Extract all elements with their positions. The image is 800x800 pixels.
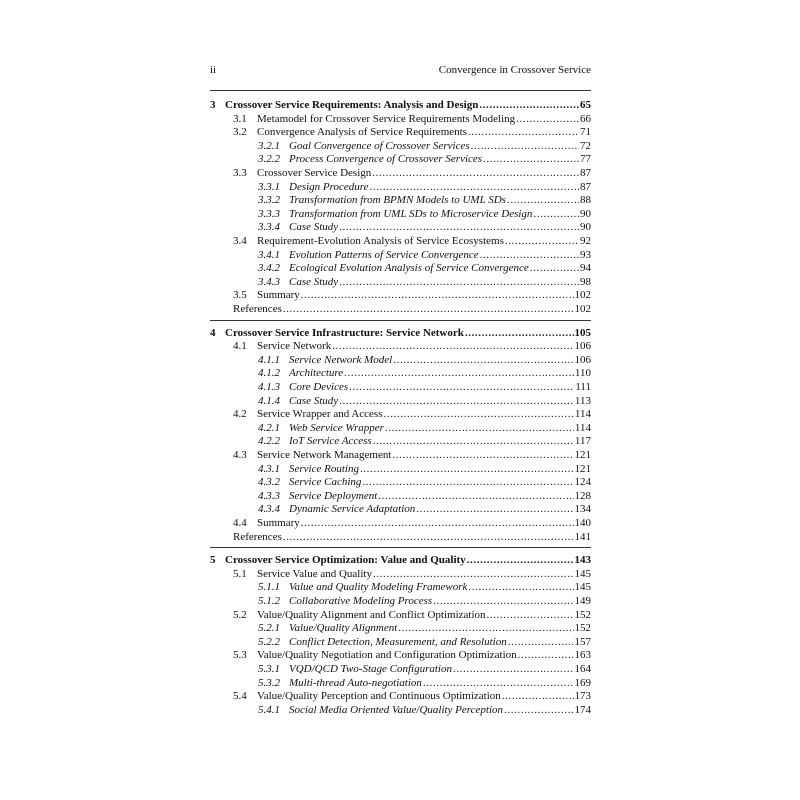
toc-entry-title: References bbox=[233, 530, 282, 543]
toc-page-number: 94 bbox=[580, 262, 591, 275]
toc-page-number: 105 bbox=[574, 326, 591, 339]
toc-subsection-row bbox=[258, 394, 591, 408]
toc-subsection-row bbox=[258, 353, 591, 367]
toc-entry-title: Value/Quality Perception and Continuous Optimization bbox=[257, 690, 501, 703]
toc-page-number: 152 bbox=[574, 622, 591, 635]
toc-chapter-row bbox=[210, 98, 591, 112]
header-running-title: Convergence in Crossover Service bbox=[438, 64, 591, 76]
toc-entry-number: 3.4.3 bbox=[258, 275, 280, 288]
toc-entry-title: Service Deployment bbox=[289, 489, 378, 502]
toc-page-number: 98 bbox=[580, 275, 591, 288]
toc-entry-number: 3.3.1 bbox=[258, 180, 280, 193]
toc-leader-dots bbox=[483, 152, 579, 166]
toc-entry-title: Dynamic Service Adaptation bbox=[289, 503, 416, 516]
toc-entry-title: Web Service Wrapper bbox=[289, 421, 384, 434]
toc-page-number: 173 bbox=[574, 690, 591, 703]
toc-page-number: 114 bbox=[574, 408, 591, 421]
toc-entry-number: 4.4 bbox=[233, 517, 247, 529]
toc-page-number: 110 bbox=[574, 367, 591, 380]
toc-section-row bbox=[233, 689, 591, 703]
toc-page-number: 140 bbox=[574, 517, 591, 529]
toc-subsection-row bbox=[258, 180, 591, 194]
toc-subsection-row bbox=[258, 489, 591, 503]
toc-entry-number: 3 bbox=[210, 99, 216, 111]
toc-references-row bbox=[233, 302, 591, 316]
toc-subsection-row bbox=[258, 635, 591, 649]
toc-entry-title: Value/Quality Alignment bbox=[289, 622, 398, 635]
toc-entry-number: 4.1 bbox=[233, 340, 247, 353]
toc-leader-dots bbox=[468, 580, 573, 594]
toc-entry-title: Service Caching bbox=[289, 476, 362, 489]
toc-entry-number: 5.2 bbox=[233, 608, 247, 621]
toc-entry-title: Requirement-Evolution Analysis of Service Ecosystems bbox=[257, 235, 504, 247]
toc-subsection-row bbox=[258, 366, 591, 380]
toc-entry-title: Crossover Service Optimization: Value and Quality bbox=[225, 554, 466, 567]
toc-leader-dots bbox=[373, 434, 574, 448]
toc-entry-number: 5.3.2 bbox=[258, 676, 280, 689]
toc-chapter-row bbox=[210, 553, 591, 567]
toc-page-number: 157 bbox=[574, 635, 591, 648]
toc-leader-dots bbox=[283, 530, 574, 544]
toc-leader-dots bbox=[362, 475, 573, 489]
toc-entry-number: 3.3.2 bbox=[258, 194, 280, 207]
toc-leader-dots bbox=[471, 139, 579, 153]
toc-subsection-row bbox=[258, 193, 591, 207]
toc-page-number: 66 bbox=[580, 112, 591, 125]
toc-chapter-row bbox=[210, 326, 591, 340]
toc-entry-number: 5.3 bbox=[233, 649, 247, 662]
toc-page-number: 141 bbox=[574, 530, 591, 543]
toc-subsection-row bbox=[258, 475, 591, 489]
toc-entry-number: 4.3.4 bbox=[258, 503, 280, 516]
chapter-separator-rule bbox=[210, 320, 591, 321]
toc-page-number: 145 bbox=[574, 581, 591, 594]
toc-leader-dots bbox=[465, 326, 574, 340]
toc-entry-number: 5.4.1 bbox=[258, 703, 280, 716]
toc-page-number: 106 bbox=[574, 340, 591, 353]
toc-entry-number: 5.3.1 bbox=[258, 663, 280, 675]
toc-page-number: 163 bbox=[574, 649, 591, 662]
toc-entry-number: 4.1.2 bbox=[258, 367, 280, 380]
toc-section-row bbox=[233, 125, 591, 139]
toc-entry-number: 4.1.4 bbox=[258, 394, 280, 407]
toc-entry-number: 4.2.1 bbox=[258, 421, 280, 434]
toc-entry-number: 4.1.3 bbox=[258, 381, 280, 393]
toc-entry-title: Service Network bbox=[257, 340, 332, 353]
toc-entry-title: Crossover Service Requirements: Analysis and Design bbox=[225, 99, 479, 111]
toc-section-row bbox=[233, 448, 591, 462]
toc-section-row bbox=[233, 648, 591, 662]
toc-subsection-row bbox=[258, 139, 591, 153]
toc-subsection-row bbox=[258, 152, 591, 166]
toc-leader-dots bbox=[479, 98, 579, 112]
toc-entry-number: 4.2 bbox=[233, 408, 247, 421]
toc-entry-number: 3.5 bbox=[233, 289, 247, 302]
toc-leader-dots bbox=[370, 180, 579, 194]
toc-leader-dots bbox=[423, 676, 574, 690]
toc-page-number: 106 bbox=[574, 353, 591, 366]
toc-leader-dots bbox=[505, 234, 579, 248]
toc-page-number: 87 bbox=[580, 180, 591, 193]
toc-page-number: 164 bbox=[574, 663, 591, 675]
toc-page-number: 124 bbox=[574, 476, 591, 489]
toc-page-number: 87 bbox=[580, 167, 591, 179]
toc-page-number: 90 bbox=[580, 207, 591, 220]
toc-entry-number: 5.2.2 bbox=[258, 635, 280, 648]
toc-entry-number: 4.3.3 bbox=[258, 489, 280, 502]
toc-page-number: 143 bbox=[574, 554, 591, 567]
toc-page-number: 121 bbox=[574, 462, 591, 475]
toc-leader-dots bbox=[530, 261, 579, 275]
toc-leader-dots bbox=[339, 220, 579, 234]
toc-leader-dots bbox=[385, 421, 574, 435]
toc-entry-title: VQD/QCD Two-Stage Configuration bbox=[289, 663, 452, 675]
toc-subsection-row bbox=[258, 220, 591, 234]
toc-page-number: 145 bbox=[574, 567, 591, 580]
toc-subsection-row bbox=[258, 676, 591, 690]
toc-leader-dots bbox=[507, 193, 579, 207]
toc-entry-title: Architecture bbox=[289, 367, 344, 380]
toc-page-number: 128 bbox=[574, 489, 591, 502]
toc-entry-title: Process Convergence of Crossover Services bbox=[289, 153, 483, 166]
toc-entry-number: 4.3.2 bbox=[258, 476, 280, 489]
toc-leader-dots bbox=[433, 594, 573, 608]
toc-leader-dots bbox=[487, 608, 574, 622]
toc-entry-number: 5.1.2 bbox=[258, 595, 280, 607]
toc-page-number: 90 bbox=[580, 221, 591, 234]
toc-page-number: 88 bbox=[580, 194, 591, 207]
toc-entry-title: Multi-thread Auto-negotiation bbox=[289, 676, 422, 689]
toc-page-number: 92 bbox=[580, 235, 591, 247]
toc-subsection-row bbox=[258, 662, 591, 676]
toc-page-number: 113 bbox=[574, 394, 591, 407]
toc-entry-number: 3.1 bbox=[233, 112, 247, 125]
toc-leader-dots bbox=[533, 207, 579, 221]
toc-section-row bbox=[233, 166, 591, 180]
toc-leader-dots bbox=[360, 462, 574, 476]
toc-leader-dots bbox=[349, 380, 574, 394]
toc-section-row bbox=[233, 516, 591, 530]
toc-leader-dots bbox=[344, 366, 574, 380]
toc-page-number: 71 bbox=[580, 126, 591, 139]
toc-entry-number: 3.4 bbox=[233, 235, 247, 247]
toc-entry-title: Conflict Detection, Measurement, and Resolution bbox=[289, 635, 507, 648]
toc-subsection-row bbox=[258, 434, 591, 448]
toc-entry-title: Transformation from BPMN Models to UML SDs bbox=[289, 194, 506, 207]
toc-leader-dots bbox=[508, 635, 574, 649]
toc-page-number: 77 bbox=[580, 153, 591, 166]
toc-section-row bbox=[233, 234, 591, 248]
toc-leader-dots bbox=[453, 662, 574, 676]
toc-page-number: 117 bbox=[574, 435, 591, 448]
toc-subsection-row bbox=[258, 380, 591, 394]
toc-entry-title: Case Study bbox=[289, 394, 339, 407]
toc-section-row bbox=[233, 608, 591, 622]
toc-entry-title: Service Routing bbox=[289, 462, 359, 475]
toc-entry-title: Summary bbox=[257, 517, 300, 529]
toc-page-number: 114 bbox=[574, 421, 591, 434]
toc-entry-title: Social Media Oriented Value/Quality Perception bbox=[289, 703, 504, 716]
toc-page-number: 169 bbox=[574, 676, 591, 689]
toc-entry-title: Value/Quality Alignment and Conflict Optimization bbox=[257, 608, 486, 621]
toc-entry-title: Case Study bbox=[289, 221, 339, 234]
toc-entry-number: 4.3.1 bbox=[258, 462, 280, 475]
toc-page-number: 149 bbox=[574, 595, 591, 607]
toc-leader-dots bbox=[468, 125, 579, 139]
toc-entry-number: 5.1 bbox=[233, 567, 247, 580]
toc-entry-title: Case Study bbox=[289, 275, 339, 288]
toc-entry-title: Collaborative Modeling Process bbox=[289, 595, 433, 607]
toc-page-number: 93 bbox=[580, 248, 591, 261]
toc-entry-title: Service Wrapper and Access bbox=[257, 408, 383, 421]
toc-entry-title: Crossover Service Design bbox=[257, 167, 372, 179]
toc-leader-dots bbox=[332, 339, 573, 353]
toc-references-row bbox=[233, 530, 591, 544]
toc-entry-title: IoT Service Access bbox=[289, 435, 372, 448]
toc-entry-title: Design Procedure bbox=[289, 180, 369, 193]
header-rule bbox=[210, 90, 591, 91]
toc-leader-dots bbox=[372, 166, 579, 180]
toc-page-number: 134 bbox=[574, 503, 591, 516]
toc-leader-dots bbox=[378, 489, 573, 503]
toc-section-row bbox=[233, 339, 591, 353]
chapter-separator-rule bbox=[210, 547, 591, 548]
toc-leader-dots bbox=[516, 112, 579, 126]
toc-page-number: 102 bbox=[574, 303, 591, 315]
toc-leader-dots bbox=[416, 502, 573, 516]
toc-page-number: 65 bbox=[580, 99, 591, 111]
toc-entry-title: Ecological Evolution Analysis of Service Convergence bbox=[289, 262, 529, 275]
toc-leader-dots bbox=[398, 621, 573, 635]
toc-entry-title: Summary bbox=[257, 289, 300, 302]
toc-page-number: 174 bbox=[574, 703, 591, 716]
toc-entry-title: Service Network Management bbox=[257, 449, 392, 461]
toc-subsection-row bbox=[258, 621, 591, 635]
toc-entry-number: 4.2.2 bbox=[258, 435, 280, 448]
toc-subsection-row bbox=[258, 580, 591, 594]
toc-entry-title: Convergence Analysis of Service Requirements bbox=[257, 126, 467, 139]
toc-subsection-row bbox=[258, 261, 591, 275]
toc-section-row bbox=[233, 407, 591, 421]
toc-entry-title: Transformation from UML SDs to Microservice Design bbox=[289, 207, 533, 220]
toc-page-number: 152 bbox=[574, 608, 591, 621]
toc-leader-dots bbox=[301, 288, 574, 302]
toc-entry-number: 5.2.1 bbox=[258, 622, 280, 635]
toc-section-row bbox=[233, 288, 591, 302]
toc-leader-dots bbox=[480, 248, 579, 262]
toc-leader-dots bbox=[339, 275, 579, 289]
toc-entry-number: 5.1.1 bbox=[258, 581, 280, 594]
toc-entry-title: Service Network Model bbox=[289, 353, 393, 366]
toc-entry-number: 3.4.2 bbox=[258, 262, 280, 275]
toc-leader-dots bbox=[373, 567, 574, 581]
toc-leader-dots bbox=[392, 448, 573, 462]
toc-leader-dots bbox=[301, 516, 574, 530]
toc-subsection-row bbox=[258, 275, 591, 289]
toc-page-number: 72 bbox=[580, 139, 591, 152]
toc-entry-title: Core Devices bbox=[289, 381, 349, 393]
toc-entry-title: Crossover Service Infrastructure: Service Network bbox=[225, 326, 464, 339]
toc-page-number: 111 bbox=[575, 381, 591, 393]
toc-entry-title: Value and Quality Modeling Framework bbox=[289, 581, 468, 594]
toc-subsection-row bbox=[258, 207, 591, 221]
toc-leader-dots bbox=[467, 553, 574, 567]
toc-entry-number: 3.3 bbox=[233, 167, 247, 179]
toc-entry-number: 3.2.2 bbox=[258, 153, 280, 166]
toc-entry-title: Evolution Patterns of Service Convergence bbox=[289, 248, 479, 261]
toc-page-number: 102 bbox=[574, 289, 591, 302]
toc-subsection-row bbox=[258, 502, 591, 516]
toc-entry-number: 3.4.1 bbox=[258, 248, 280, 261]
toc-entry-title: Metamodel for Crossover Service Requirements Modeling bbox=[257, 112, 516, 125]
toc-entry-title: Service Value and Quality bbox=[257, 567, 372, 580]
toc-entry-number: 5.4 bbox=[233, 690, 247, 703]
toc-entry-number: 3.2.1 bbox=[258, 139, 280, 152]
toc-subsection-row bbox=[258, 594, 591, 608]
toc-entry-number: 5 bbox=[210, 554, 216, 567]
toc-section-row bbox=[233, 112, 591, 126]
toc-entry-title: Goal Convergence of Crossover Services bbox=[289, 139, 470, 152]
toc-entry-number: 4.3 bbox=[233, 449, 247, 461]
toc-entry-title: Value/Quality Negotiation and Configuration Optimization bbox=[257, 649, 517, 662]
toc-subsection-row bbox=[258, 462, 591, 476]
toc-leader-dots bbox=[384, 407, 574, 421]
toc-leader-dots bbox=[283, 302, 574, 316]
toc-entry-number: 4.1.1 bbox=[258, 353, 280, 366]
toc-entry-title: References bbox=[233, 303, 282, 315]
toc-section-row bbox=[233, 567, 591, 581]
toc-leader-dots bbox=[339, 394, 574, 408]
toc-leader-dots bbox=[502, 689, 574, 703]
toc-entry-number: 3.2 bbox=[233, 126, 247, 139]
toc-entry-number: 3.3.4 bbox=[258, 221, 280, 234]
toc-leader-dots bbox=[504, 703, 573, 717]
toc-subsection-row bbox=[258, 703, 591, 717]
header-page-number: ii bbox=[210, 64, 217, 76]
toc-leader-dots bbox=[518, 648, 574, 662]
toc-subsection-row bbox=[258, 421, 591, 435]
toc-leader-dots bbox=[393, 353, 573, 367]
toc-entry-number: 3.3.3 bbox=[258, 207, 280, 220]
toc-page-number: 121 bbox=[574, 449, 591, 461]
toc-subsection-row bbox=[258, 248, 591, 262]
toc-entry-number: 4 bbox=[210, 326, 216, 339]
